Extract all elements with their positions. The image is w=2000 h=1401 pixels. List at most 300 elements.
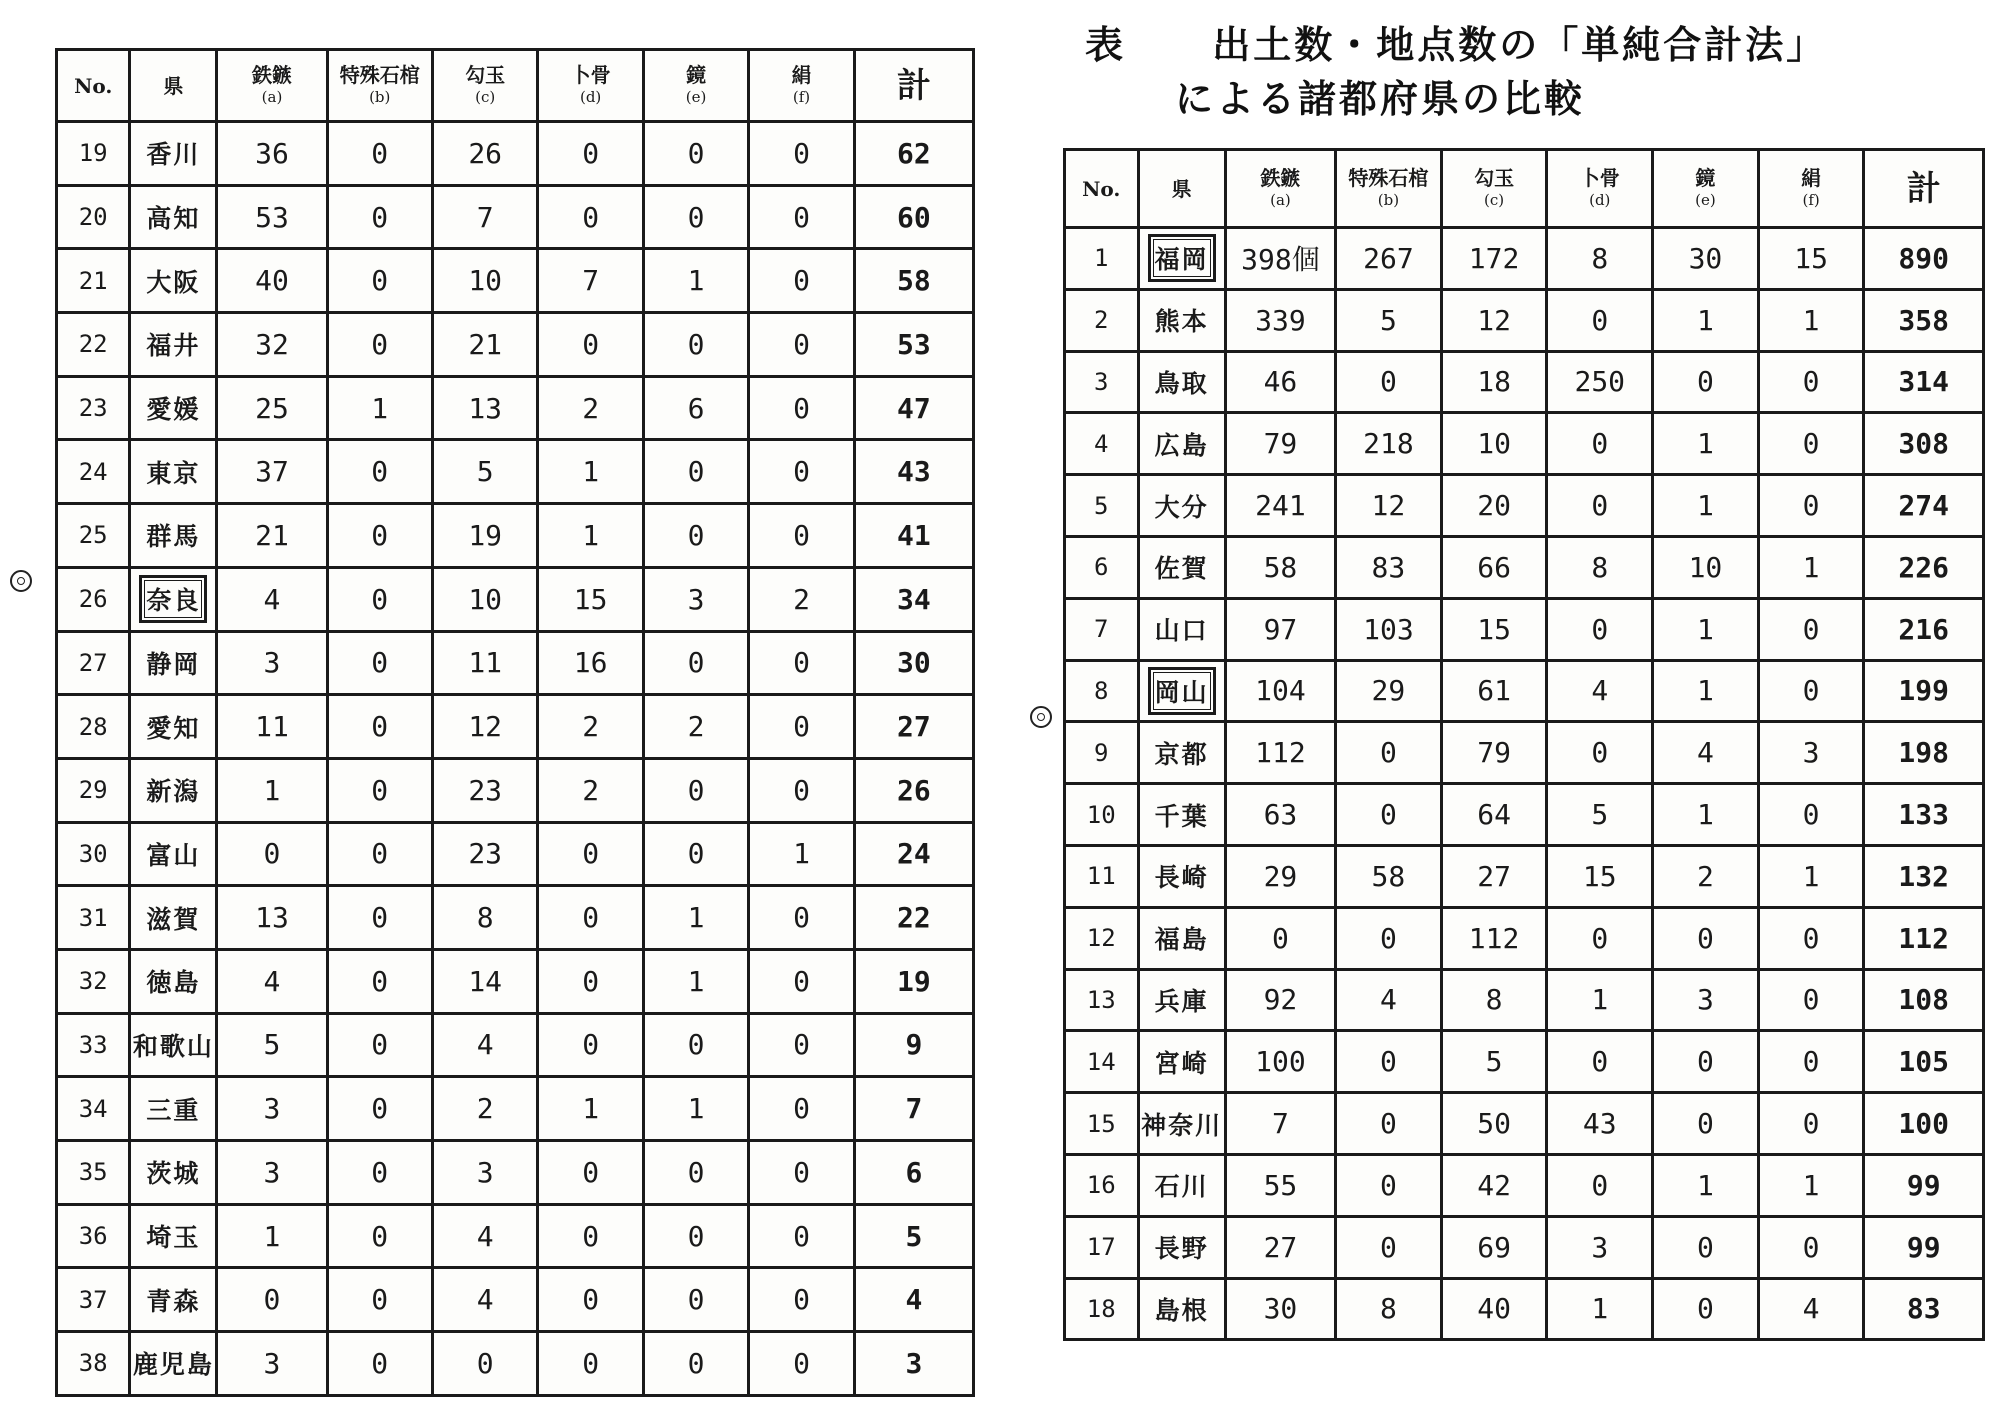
prefecture-cell-value: 広島 [1154, 430, 1209, 460]
oracle-bones-cell [538, 313, 643, 377]
column-header-no [57, 50, 130, 122]
prefecture-cell-value: 熊本 [1154, 307, 1209, 337]
iron-arrowheads-cell-value: 92 [1263, 983, 1298, 1017]
silk-cell-value: 1 [1802, 303, 1820, 337]
silk-cell-value: 0 [1802, 612, 1820, 646]
mirrors-cell-value: 1 [1697, 489, 1714, 523]
magatama-cell-value: 20 [1477, 489, 1511, 523]
oracle-bones-cell [538, 886, 643, 950]
magatama-cell-value: 8 [1485, 983, 1503, 1017]
oracle-bones-cell-value: 8 [1591, 550, 1609, 584]
row-number-cell [57, 1332, 130, 1396]
magatama-cell-value: 4 [476, 1283, 494, 1317]
silk-cell-value: 0 [1802, 921, 1820, 955]
special-stone-coffins-cell [327, 313, 432, 377]
special-stone-coffins-cell-value: 0 [371, 264, 389, 298]
silk-cell-value: 0 [793, 1028, 810, 1062]
magatama-cell [1441, 1093, 1547, 1155]
row-number-cell-value: 9 [1094, 738, 1109, 767]
iron-arrowheads-cell [1225, 1154, 1335, 1216]
oracle-bones-cell [1547, 722, 1653, 784]
table-row [1065, 351, 1984, 413]
iron-arrowheads-cell-value: 63 [1263, 798, 1298, 832]
silk-cell-value: 0 [793, 773, 810, 807]
oracle-bones-cell [538, 567, 643, 631]
special-stone-coffins-cell [327, 822, 432, 886]
total-cell [854, 313, 973, 377]
mirrors-cell [1653, 228, 1759, 290]
special-stone-coffins-cell [327, 1013, 432, 1077]
total-cell-value: 99 [1906, 1168, 1941, 1202]
mirrors-cell-value: 0 [687, 1219, 705, 1253]
silk-cell [1758, 1278, 1864, 1340]
row-number-cell [1065, 969, 1139, 1031]
oracle-bones-cell [538, 376, 643, 440]
iron-arrowheads-cell [217, 440, 327, 504]
prefecture-cell [1138, 1031, 1225, 1093]
magatama-cell [1441, 598, 1547, 660]
prefecture-cell [130, 1141, 217, 1205]
oracle-bones-cell-value: 0 [582, 327, 600, 361]
oracle-bones-cell [538, 1013, 643, 1077]
total-cell [1864, 1093, 1984, 1155]
row-number-cell-value: 23 [78, 394, 108, 423]
row-number-cell [57, 695, 130, 759]
double-circle-mark-icon [1030, 706, 1052, 728]
silk-cell [1758, 1154, 1864, 1216]
oracle-bones-cell-value: 250 [1574, 365, 1626, 399]
magatama-cell [1441, 289, 1547, 351]
row-number-cell-value: 22 [78, 330, 108, 359]
oracle-bones-cell-value: 0 [1591, 427, 1609, 461]
row-number-cell-value: 35 [78, 1158, 108, 1187]
magatama-cell [432, 313, 537, 377]
special-stone-coffins-cell-value: 0 [371, 1155, 389, 1189]
magatama-cell-value: 14 [468, 964, 503, 998]
special-stone-coffins-cell [327, 122, 432, 186]
column-header-mirrors-label: 鏡 [686, 62, 707, 87]
oracle-bones-cell [1547, 413, 1653, 475]
table-row [57, 1077, 974, 1141]
silk-cell-value: 3 [1802, 736, 1820, 770]
prefecture-cell-value: 東京 [146, 458, 201, 488]
total-cell-value: 53 [897, 327, 931, 361]
silk-cell [1758, 1093, 1864, 1155]
magatama-cell-value: 10 [468, 582, 503, 616]
prefecture-cell [130, 440, 217, 504]
magatama-cell-value: 4 [476, 1219, 494, 1253]
silk-cell [1758, 907, 1864, 969]
mirrors-cell-value: 0 [687, 200, 705, 234]
total-cell [854, 567, 973, 631]
total-cell [854, 1077, 973, 1141]
magatama-cell-value: 13 [468, 391, 503, 425]
mirrors-cell-value: 1 [1697, 1168, 1714, 1202]
prefecture-cell-value: 青森 [146, 1286, 201, 1316]
table-row [57, 440, 974, 504]
column-header-special-stone-coffins-sublabel: (b) [369, 87, 391, 106]
oracle-bones-cell-value: 0 [582, 1346, 600, 1380]
magatama-cell [432, 631, 537, 695]
silk-cell [749, 631, 854, 695]
total-cell-value: 314 [1898, 365, 1949, 399]
total-cell-value: 274 [1898, 489, 1949, 523]
silk-cell-value: 0 [1802, 1045, 1820, 1079]
special-stone-coffins-cell-value: 0 [371, 837, 389, 871]
mirrors-cell [1653, 1154, 1759, 1216]
special-stone-coffins-cell-value: 0 [1379, 1230, 1397, 1264]
mirrors-cell [643, 758, 748, 822]
prefecture-cell [130, 949, 217, 1013]
double-circle-mark-icon [10, 570, 32, 592]
magatama-cell [432, 695, 537, 759]
column-header-iron-arrowheads [217, 50, 327, 122]
silk-cell [1758, 475, 1864, 537]
prefecture-cell-value: 奈良 [139, 575, 207, 623]
total-cell [1864, 660, 1984, 722]
column-header-iron-arrowheads [1225, 150, 1335, 228]
column-header-silk-label: 絹 [1801, 165, 1822, 190]
table-row [1065, 907, 1984, 969]
mirrors-cell-value: 10 [1688, 550, 1723, 584]
magatama-cell-value: 10 [468, 264, 503, 298]
silk-cell-value: 15 [1794, 241, 1828, 275]
mirrors-cell-value: 1 [1697, 612, 1714, 646]
magatama-cell [1441, 1278, 1547, 1340]
mirrors-cell [1653, 475, 1759, 537]
oracle-bones-cell-value: 1 [1591, 983, 1609, 1017]
total-cell-value: 308 [1898, 427, 1949, 461]
row-number-cell-value: 29 [78, 776, 108, 805]
left-table-sheet [55, 48, 975, 1397]
oracle-bones-cell [1547, 598, 1653, 660]
special-stone-coffins-cell [327, 1077, 432, 1141]
total-cell-value: 105 [1898, 1045, 1949, 1079]
mirrors-cell [1653, 1216, 1759, 1278]
special-stone-coffins-cell [327, 886, 432, 950]
silk-cell-value: 0 [793, 1346, 810, 1380]
silk-cell [749, 695, 854, 759]
prefecture-cell-value: 新潟 [146, 777, 201, 807]
prefecture-cell [130, 695, 217, 759]
row-number-cell-value: 37 [78, 1285, 108, 1314]
special-stone-coffins-cell-value: 0 [371, 1283, 389, 1317]
iron-arrowheads-cell [1225, 1216, 1335, 1278]
total-cell [854, 758, 973, 822]
table-row [1065, 1154, 1984, 1216]
oracle-bones-cell [1547, 536, 1653, 598]
silk-cell-value: 0 [793, 1283, 810, 1317]
iron-arrowheads-cell [217, 1077, 327, 1141]
silk-cell [749, 1268, 854, 1332]
row-number-cell-value: 3 [1094, 367, 1109, 396]
iron-arrowheads-cell-value: 241 [1255, 489, 1306, 523]
mirrors-cell [1653, 289, 1759, 351]
row-number-cell-value: 8 [1094, 676, 1109, 705]
row-number-cell [1065, 351, 1139, 413]
prefecture-cell [130, 185, 217, 249]
magatama-cell [1441, 1216, 1547, 1278]
column-header-prefecture-label: 県 [1171, 176, 1192, 201]
iron-arrowheads-cell [217, 313, 327, 377]
prefecture-cell [1138, 660, 1225, 722]
prefecture-cell [130, 1077, 217, 1141]
iron-arrowheads-cell [217, 504, 327, 568]
magatama-cell [1441, 907, 1547, 969]
special-stone-coffins-cell-value: 0 [1379, 1107, 1397, 1141]
magatama-cell-value: 12 [468, 710, 503, 744]
magatama-cell [432, 1013, 537, 1077]
prefecture-cell-value: 福島 [1154, 925, 1209, 955]
mirrors-cell-value: 0 [687, 1346, 705, 1380]
mirrors-cell [1653, 1093, 1759, 1155]
mirrors-cell-value: 1 [687, 264, 705, 298]
iron-arrowheads-cell-value: 0 [263, 837, 281, 871]
iron-arrowheads-cell-value: 100 [1255, 1045, 1306, 1079]
prefecture-cell-value: 愛媛 [146, 395, 201, 425]
silk-cell-value: 0 [793, 327, 810, 361]
total-cell-value: 27 [897, 710, 931, 744]
prefecture-cell-value: 富山 [146, 840, 201, 870]
special-stone-coffins-cell-value: 0 [371, 1346, 389, 1380]
prefecture-table-left [55, 48, 975, 1397]
magatama-cell [1441, 1154, 1547, 1216]
prefecture-cell [1138, 413, 1225, 475]
total-cell [1864, 784, 1984, 846]
prefecture-cell-value: 鹿児島 [132, 1350, 214, 1380]
oracle-bones-cell [1547, 1154, 1653, 1216]
silk-cell [1758, 722, 1864, 784]
silk-cell-value: 0 [1802, 983, 1820, 1017]
iron-arrowheads-cell-value: 112 [1255, 736, 1306, 770]
table-row [1065, 722, 1984, 784]
total-cell [1864, 1154, 1984, 1216]
mirrors-cell-value: 1 [687, 901, 705, 935]
prefecture-cell-value: 佐賀 [1154, 554, 1209, 584]
row-number-cell [1065, 1093, 1139, 1155]
prefecture-cell-value: 山口 [1154, 616, 1209, 646]
prefecture-cell [1138, 845, 1225, 907]
magatama-cell-value: 8 [476, 901, 494, 935]
mirrors-cell-value: 0 [687, 327, 705, 361]
mirrors-cell-value: 3 [1697, 983, 1714, 1017]
prefecture-cell [130, 1332, 217, 1396]
mirrors-cell-value: 0 [1697, 1292, 1714, 1326]
total-cell [1864, 1031, 1984, 1093]
iron-arrowheads-cell-value: 21 [255, 518, 289, 552]
oracle-bones-cell-value: 0 [1591, 1045, 1609, 1079]
row-number-cell [57, 313, 130, 377]
special-stone-coffins-cell-value: 5 [1379, 303, 1397, 337]
iron-arrowheads-cell [1225, 351, 1335, 413]
column-header-special-stone-coffins-label: 特殊石棺 [339, 62, 420, 87]
mirrors-cell-value: 0 [1697, 1107, 1714, 1141]
oracle-bones-cell [538, 1204, 643, 1268]
total-cell-value: 99 [1906, 1230, 1941, 1264]
iron-arrowheads-cell-value: 0 [1272, 921, 1289, 955]
table-row [1065, 598, 1984, 660]
oracle-bones-cell [1547, 228, 1653, 290]
special-stone-coffins-cell-value: 0 [371, 710, 389, 744]
oracle-bones-cell [538, 1141, 643, 1205]
iron-arrowheads-cell [217, 949, 327, 1013]
table-row [1065, 228, 1984, 290]
column-header-mirrors [643, 50, 748, 122]
mirrors-cell-value: 0 [1697, 921, 1714, 955]
total-cell [854, 886, 973, 950]
column-header-no [1065, 150, 1139, 228]
silk-cell [1758, 660, 1864, 722]
prefecture-cell-value: 福井 [146, 331, 201, 361]
total-cell [1864, 1216, 1984, 1278]
table-row [1065, 1031, 1984, 1093]
column-header-special-stone-coffins-sublabel: (b) [1377, 190, 1400, 209]
row-number-cell [57, 822, 130, 886]
column-header-oracle-bones [538, 50, 643, 122]
special-stone-coffins-cell-value: 0 [371, 901, 389, 935]
oracle-bones-cell [538, 822, 643, 886]
magatama-cell-value: 21 [468, 327, 503, 361]
iron-arrowheads-cell [217, 1204, 327, 1268]
row-number-cell [1065, 536, 1139, 598]
total-cell [854, 695, 973, 759]
table-row [57, 567, 974, 631]
mirrors-cell [1653, 598, 1759, 660]
oracle-bones-cell-value: 0 [1591, 303, 1609, 337]
table-row [57, 695, 974, 759]
row-number-cell [1065, 413, 1139, 475]
total-cell-value: 132 [1898, 859, 1949, 893]
silk-cell-value: 0 [793, 391, 810, 425]
prefecture-cell [1138, 1093, 1225, 1155]
row-number-cell-value: 7 [1094, 615, 1109, 644]
mirrors-cell [1653, 660, 1759, 722]
iron-arrowheads-cell-value: 97 [1263, 612, 1298, 646]
magatama-cell [1441, 660, 1547, 722]
iron-arrowheads-cell-value: 104 [1255, 674, 1306, 708]
mirrors-cell [643, 249, 748, 313]
total-cell [854, 949, 973, 1013]
oracle-bones-cell [1547, 1278, 1653, 1340]
prefecture-cell [130, 886, 217, 950]
table-row [1065, 660, 1984, 722]
magatama-cell-value: 10 [1477, 427, 1511, 461]
silk-cell-value: 0 [793, 1219, 810, 1253]
right-table-sheet [1063, 148, 1985, 1341]
magatama-cell-value: 112 [1468, 921, 1520, 955]
total-cell-value: 26 [897, 773, 931, 807]
column-header-silk [749, 50, 854, 122]
silk-cell-value: 0 [1802, 674, 1820, 708]
total-cell-value: 3 [905, 1346, 923, 1380]
magatama-cell [1441, 413, 1547, 475]
column-header-magatama [1441, 150, 1547, 228]
iron-arrowheads-cell-value: 3 [263, 646, 281, 680]
total-cell-value: 216 [1898, 612, 1949, 646]
special-stone-coffins-cell [327, 631, 432, 695]
mirrors-cell [643, 1141, 748, 1205]
oracle-bones-cell-value: 1 [1591, 1292, 1609, 1326]
table-row [1065, 969, 1984, 1031]
row-number-cell [57, 886, 130, 950]
row-number-cell-value: 20 [78, 203, 108, 232]
special-stone-coffins-cell-value: 0 [371, 1219, 389, 1253]
special-stone-coffins-cell [1336, 1093, 1442, 1155]
row-number-cell-value: 30 [78, 839, 108, 868]
prefecture-cell [130, 567, 217, 631]
total-cell-value: 83 [1906, 1292, 1941, 1326]
prefecture-cell-value: 和歌山 [132, 1031, 214, 1061]
row-number-cell-value: 17 [1086, 1233, 1116, 1262]
silk-cell-value: 0 [793, 964, 810, 998]
prefecture-table-right [1063, 148, 1985, 1341]
special-stone-coffins-cell [327, 567, 432, 631]
total-cell [1864, 907, 1984, 969]
silk-cell [1758, 598, 1864, 660]
total-cell [1864, 845, 1984, 907]
special-stone-coffins-cell-value: 83 [1371, 550, 1406, 584]
mirrors-cell [1653, 784, 1759, 846]
mirrors-cell-value: 0 [687, 1028, 705, 1062]
row-number-cell-value: 18 [1086, 1294, 1116, 1323]
total-cell [1864, 351, 1984, 413]
magatama-cell-value: 27 [1477, 859, 1511, 893]
special-stone-coffins-cell-value: 0 [1379, 921, 1397, 955]
total-cell-value: 24 [897, 837, 931, 871]
total-cell [854, 631, 973, 695]
special-stone-coffins-cell-value: 58 [1371, 859, 1406, 893]
mirrors-cell [1653, 722, 1759, 784]
special-stone-coffins-cell-value: 0 [371, 455, 389, 489]
special-stone-coffins-cell [1336, 722, 1442, 784]
special-stone-coffins-cell [327, 504, 432, 568]
table-row [57, 1332, 974, 1396]
magatama-cell [1441, 536, 1547, 598]
oracle-bones-cell [538, 1332, 643, 1396]
mirrors-cell-value: 4 [1697, 736, 1714, 770]
mirrors-cell-value: 30 [1688, 241, 1723, 275]
prefecture-cell-value: 徳島 [146, 968, 201, 998]
total-cell [854, 185, 973, 249]
magatama-cell-value: 26 [468, 136, 503, 170]
silk-cell-value: 1 [1802, 1168, 1820, 1202]
mirrors-cell [1653, 1031, 1759, 1093]
mirrors-cell [643, 1268, 748, 1332]
special-stone-coffins-cell-value: 0 [371, 646, 389, 680]
row-number-cell [57, 567, 130, 631]
prefecture-cell [130, 822, 217, 886]
iron-arrowheads-cell-value: 7 [1272, 1107, 1289, 1141]
oracle-bones-cell-value: 1 [582, 455, 600, 489]
special-stone-coffins-cell [1336, 784, 1442, 846]
column-header-special-stone-coffins [327, 50, 432, 122]
special-stone-coffins-cell [1336, 228, 1442, 290]
magatama-cell-value: 50 [1477, 1107, 1511, 1141]
row-number-cell [1065, 784, 1139, 846]
iron-arrowheads-cell-value: 339 [1255, 303, 1306, 337]
column-header-oracle-bones [1547, 150, 1653, 228]
oracle-bones-cell [1547, 1216, 1653, 1278]
special-stone-coffins-cell [1336, 969, 1442, 1031]
mirrors-cell [1653, 413, 1759, 475]
prefecture-cell-value: 大分 [1154, 492, 1209, 522]
special-stone-coffins-cell [1336, 1031, 1442, 1093]
mirrors-cell-value: 2 [1697, 859, 1714, 893]
magatama-cell-value: 19 [468, 518, 503, 552]
special-stone-coffins-cell [1336, 907, 1442, 969]
table-row [57, 376, 974, 440]
silk-cell [1758, 228, 1864, 290]
